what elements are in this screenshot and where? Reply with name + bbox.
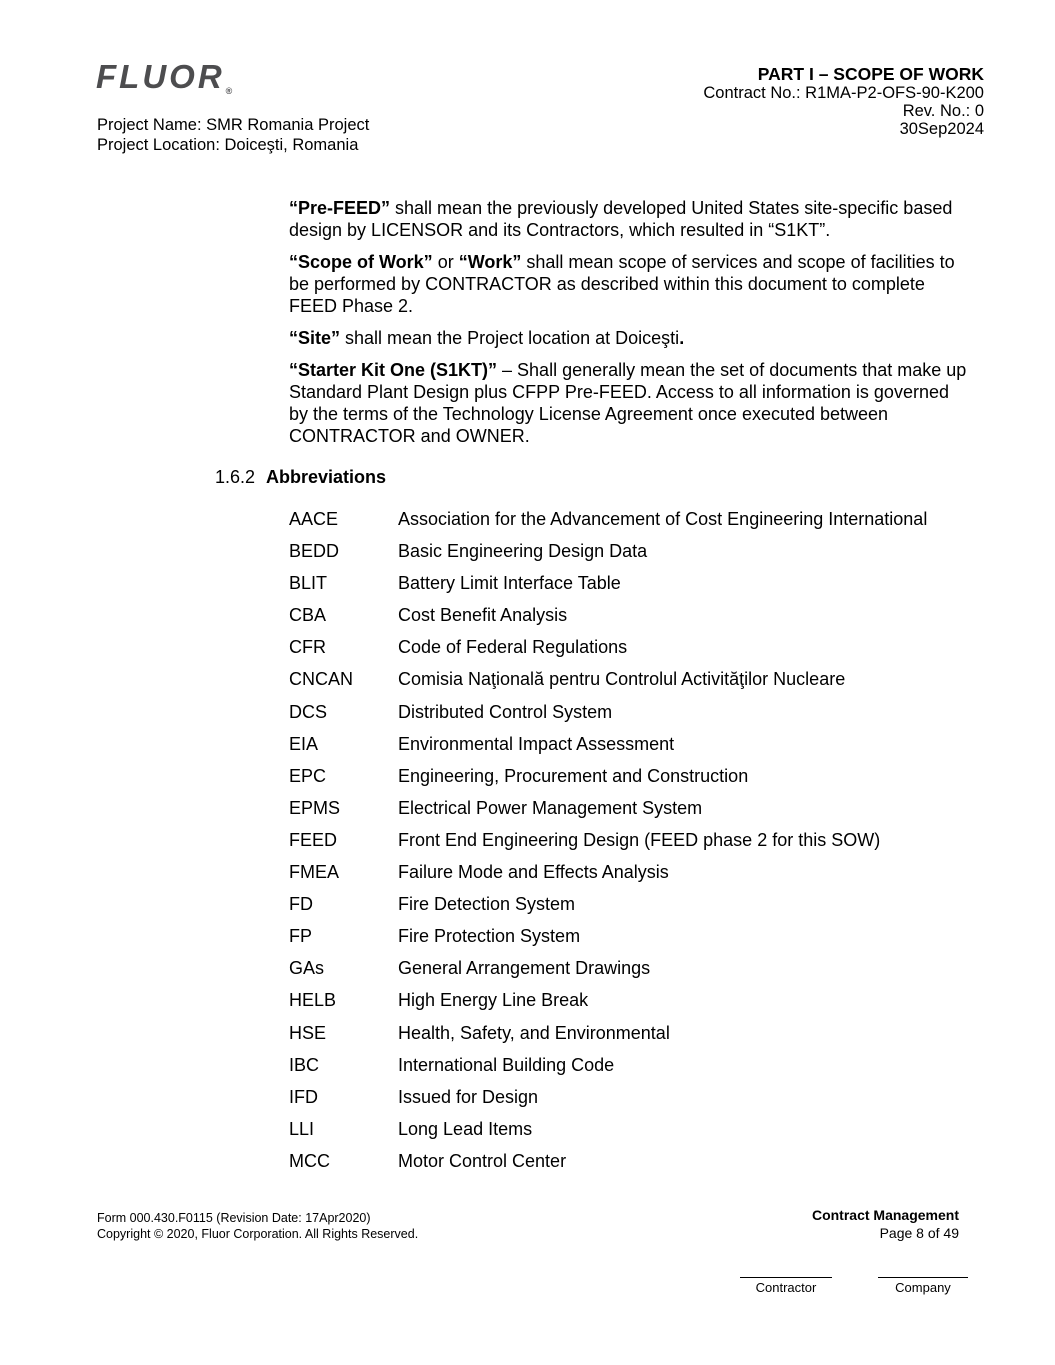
abbreviation-term: IBC [289, 1054, 320, 1075]
definition-site [289, 327, 969, 349]
abbreviation-meaning: Engineering, Procurement and Construction [398, 765, 749, 786]
abbreviation-row [289, 604, 927, 636]
abbreviation-term: AACE [289, 509, 339, 529]
abbreviation-term: CFR [289, 637, 326, 658]
abbreviation-meaning: International Building Code [398, 1054, 615, 1075]
abbreviation-meaning: Battery Limit Interface Table [398, 573, 621, 594]
definition-text: – Shall generally mean the set of documents that make up Standard Plant Design plus CFPP Pre-FEED. Access to all information is governed by the terms of the Technology License Agreement once executed between CONTRACTOR and OWNER. [289, 360, 967, 446]
abbreviation-row [289, 1022, 927, 1054]
definition-scope-of-work [289, 251, 969, 317]
abbreviation-term: CNCAN [289, 669, 354, 690]
definition-end: . [679, 328, 685, 348]
definition-term: “Scope of Work” [289, 252, 433, 272]
abbreviation-row [289, 957, 927, 989]
fluor-logo [96, 58, 232, 96]
definition-text: shall mean the previously developed United States site-specific based design by LICENSOR and its Contractors, which resulted in “S1KT”. [289, 198, 953, 240]
company-signature-line: Company [878, 1277, 968, 1295]
footer-form-info [97, 1210, 418, 1242]
abbreviation-meaning: Fire Detection System [398, 894, 576, 915]
abbreviation-term: DCS [289, 701, 328, 722]
abbreviation-meaning: Long Lead Items [398, 1118, 533, 1139]
abbreviations-list [289, 508, 927, 1182]
abbreviation-term: LLI [289, 1118, 315, 1139]
abbreviation-term: CBA [289, 605, 327, 626]
abbreviation-term: FEED [289, 829, 338, 850]
abbreviation-row [289, 733, 927, 765]
abbreviation-row [289, 1086, 927, 1118]
abbreviation-term: HSE [289, 1022, 327, 1043]
registered-mark: ® [225, 86, 233, 96]
document-header [703, 64, 984, 138]
footer-page-info [812, 1206, 959, 1242]
abbreviation-meaning: Failure Mode and Effects Analysis [398, 862, 669, 883]
abbreviation-row [289, 1054, 927, 1086]
abbreviation-term: FMEA [289, 862, 340, 883]
abbreviation-term: HELB [289, 990, 337, 1011]
abbreviation-row [289, 861, 927, 893]
page-number: Page 8 of 49 [879, 1225, 959, 1241]
definition-pre-feed [289, 197, 969, 241]
contractor-signature-line: Contractor [740, 1277, 832, 1295]
definition-term: “Starter Kit One (S1KT)” [289, 360, 498, 380]
abbreviation-term: IFD [289, 1086, 318, 1107]
abbreviation-row [289, 701, 927, 733]
abbreviation-meaning: Electrical Power Management System [398, 797, 703, 818]
abbreviation-meaning: Cost Benefit Analysis [398, 605, 568, 626]
abbreviation-meaning: General Arrangement Drawings [398, 958, 651, 979]
abbreviation-term: EPC [289, 765, 327, 786]
abbreviation-meaning: Distributed Control System [398, 701, 613, 722]
abbreviation-row [289, 797, 927, 829]
abbreviation-row [289, 1150, 927, 1182]
definition-text: shall mean scope of services and scope of facilities to be performed by CONTRACTOR as described within this document to complete FEED Phase 2. [289, 252, 955, 316]
logo-text: FLUOR [96, 58, 225, 95]
form-number: Form 000.430.F0115 (Revision Date: 17Apr2020) [97, 1211, 371, 1225]
section-number: 1.6.2 [215, 467, 256, 487]
abbreviation-row [289, 540, 927, 572]
definition-starter-kit [289, 359, 969, 447]
abbreviation-term: FP [289, 926, 313, 947]
abbreviation-row [289, 572, 927, 604]
definitions [289, 197, 969, 457]
abbreviation-meaning: High Energy Line Break [398, 990, 589, 1011]
abbreviation-meaning: Basic Engineering Design Data [398, 541, 648, 562]
abbreviation-term: BEDD [289, 541, 340, 562]
abbreviation-row [289, 765, 927, 797]
abbreviation-term: EPMS [289, 797, 341, 818]
abbreviation-term: GAs [289, 958, 325, 979]
abbreviation-meaning: Fire Protection System [398, 926, 581, 947]
abbreviation-meaning: Issued for Design [398, 1086, 539, 1107]
definition-connector: or [432, 252, 459, 272]
abbreviation-term: FD [289, 894, 313, 915]
abbreviation-row [289, 893, 927, 925]
department: Contract Management [811, 1207, 959, 1223]
abbreviation-meaning: Health, Safety, and Environmental [398, 1022, 670, 1043]
document-title: PART I – SCOPE OF WORK [757, 64, 984, 84]
definition-term: “Work” [458, 252, 522, 272]
abbreviation-row [289, 989, 927, 1021]
abbreviation-meaning: Motor Control Center [398, 1150, 567, 1171]
abbreviation-meaning: Code of Federal Regulations [398, 637, 628, 658]
definition-text: shall mean the Project location at Doiceşti [340, 328, 680, 348]
revision-number: Rev. No.: 0 [902, 102, 984, 120]
abbreviation-row [289, 1118, 927, 1150]
abbreviation-row [289, 668, 927, 700]
section-heading [215, 466, 386, 488]
abbreviation-row [289, 925, 927, 957]
project-name: Project Name: SMR Romania Project [97, 116, 370, 134]
abbreviation-row [289, 829, 927, 861]
definition-term: “Pre-FEED” [289, 198, 391, 218]
project-location: Project Location: Doiceşti, Romania [97, 136, 359, 154]
abbreviation-meaning: Comisia Naţională pentru Controlul Activităţilor Nucleare [398, 669, 846, 690]
abbreviation-meaning: Environmental Impact Assessment [398, 733, 675, 754]
abbreviation-term: BLIT [289, 573, 328, 594]
abbreviation-term: MCC [289, 1150, 330, 1171]
document-date: 30Sep2024 [899, 120, 984, 138]
abbreviation-row [289, 508, 927, 540]
section-title: Abbreviations [266, 467, 387, 487]
definition-term: “Site” [289, 328, 341, 348]
copyright: Copyright © 2020, Fluor Corporation. All Rights Reserved. [97, 1227, 419, 1241]
abbreviation-meaning: Association for the Advancement of Cost Engineering International [398, 509, 928, 529]
abbreviation-meaning: Front End Engineering Design (FEED phase 2 for this SOW) [398, 829, 881, 850]
project-info [97, 115, 369, 155]
abbreviation-row [289, 636, 927, 668]
contract-number: Contract No.: R1MA-P2-OFS-90-K200 [703, 84, 984, 102]
abbreviation-term: EIA [289, 733, 319, 754]
